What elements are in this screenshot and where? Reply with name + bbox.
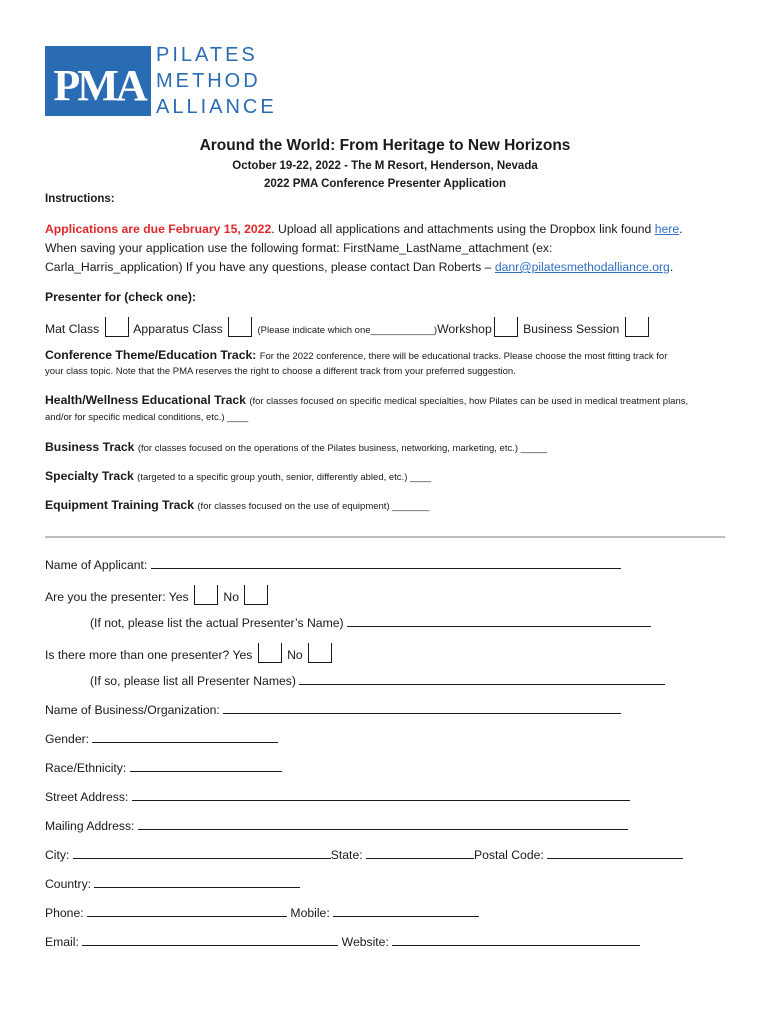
multiple-presenters-row: Is there more than one presenter? Yes No <box>45 643 334 663</box>
equipment-track[interactable]: Equipment Training Track (for classes focused on the use of equipment) _______ <box>45 498 430 512</box>
theme-line-2: your class topic. Note that the PMA reserves the right to choose a different track from your preferred suggestion. <box>45 366 516 377</box>
multiple-presenters-yes-checkbox[interactable] <box>258 643 282 663</box>
specialty-track[interactable]: Specialty Track (targeted to a specific group youth, senior, differently abled, etc.) ____ <box>45 469 432 483</box>
gender-field[interactable] <box>92 730 278 743</box>
applicant-name-row: Name of Applicant: <box>45 556 621 572</box>
street-address-field[interactable] <box>132 788 630 801</box>
health-track-line-2[interactable]: and/or for specific medical conditions, etc.) ____ <box>45 412 249 423</box>
postal-code-field[interactable] <box>547 846 683 859</box>
workshop-checkbox[interactable] <box>494 317 518 337</box>
pma-logo-text: PMA <box>53 61 145 110</box>
apparatus-class-checkbox[interactable] <box>228 317 252 337</box>
logo-line-method: METHOD <box>156 70 261 92</box>
phone-row: Phone: Mobile: <box>45 904 479 920</box>
mailing-address-field[interactable] <box>138 817 628 830</box>
page-title: Around the World: From Heritage to New Horizons <box>199 137 571 154</box>
business-track[interactable]: Business Track (for classes focused on the operations of the Pilates business, networking, marketing, etc.) _____ <box>45 440 548 454</box>
is-presenter-yes-checkbox[interactable] <box>194 585 218 605</box>
instructions-line-2: When saving your application use the following format: FirstName_LastName_attachment (ex: <box>45 241 553 255</box>
actual-presenter-name-field[interactable] <box>347 614 651 627</box>
logo-line-alliance: ALLIANCE <box>156 96 277 118</box>
mobile-field[interactable] <box>333 904 479 917</box>
dropbox-link[interactable]: here <box>654 222 680 236</box>
race-ethnicity-field[interactable] <box>130 759 282 772</box>
event-dates: October 19-22, 2022 - The M Resort, Henderson, Nevada <box>232 160 538 172</box>
is-presenter-row: Are you the presenter: Yes No <box>45 585 270 605</box>
health-track-label: Health/Wellness Educational Track <box>45 393 246 407</box>
email-field[interactable] <box>82 933 338 946</box>
race-row: Race/Ethnicity: <box>45 759 282 775</box>
is-presenter-no-checkbox[interactable] <box>244 585 268 605</box>
multiple-presenters-no-checkbox[interactable] <box>308 643 332 663</box>
country-row: Country: <box>45 875 300 891</box>
theme-line-1: Conference Theme/Education Track: For the 2022 conference, there will be educational tracks. Please choose the most fitting track for <box>45 348 668 362</box>
page-subtitle: 2022 PMA Conference Presenter Application <box>264 178 506 190</box>
gender-row: Gender: <box>45 730 278 746</box>
instructions-line-3: Carla_Harris_application) If you have any questions, please contact Dan Roberts – danr@pilatesmethodalliance.org. <box>45 260 674 274</box>
presenter-for-label: Presenter for (check one): <box>45 290 197 304</box>
health-track-line-1: Health/Wellness Educational Track (for classes focused on specific medical specialties, how Pilates can be used in medical treatment plans, <box>45 393 689 407</box>
applicant-name-field[interactable] <box>151 556 621 569</box>
mailing-address-row: Mailing Address: <box>45 817 628 833</box>
country-field[interactable] <box>94 875 300 888</box>
all-presenters-row: (If so, please list all Presenter Names) <box>90 672 665 688</box>
instructions-line-1: Applications are due February 15, 2022. Upload all applications and attachments using the Dropbox link found here. <box>45 222 683 236</box>
email-website-row: Email: Website: <box>45 933 640 949</box>
section-divider <box>45 536 725 538</box>
due-date-text: Applications are due February 15, 2022 <box>45 222 272 236</box>
contact-email-link[interactable]: danr@pilatesmethodalliance.org <box>494 260 670 274</box>
phone-field[interactable] <box>87 904 287 917</box>
all-presenter-names-field[interactable] <box>299 672 665 685</box>
state-field[interactable] <box>366 846 474 859</box>
city-field[interactable] <box>73 846 331 859</box>
city-state-postal-row: City: State: Postal Code: <box>45 846 683 862</box>
actual-presenter-row: (If not, please list the actual Presenter’s Name) <box>90 614 651 630</box>
business-org-field[interactable] <box>223 701 621 714</box>
street-address-row: Street Address: <box>45 788 630 804</box>
instructions-label: Instructions: <box>45 193 115 205</box>
logo-line-pilates: PILATES <box>156 44 258 66</box>
website-field[interactable] <box>392 933 640 946</box>
theme-label: Conference Theme/Education Track: <box>45 348 257 362</box>
mat-class-checkbox[interactable] <box>105 317 129 337</box>
presenter-for-options: Mat Class Apparatus Class (Please indicate which one____________)Workshop Business Session <box>45 317 651 337</box>
business-org-row: Name of Business/Organization: <box>45 701 621 717</box>
business-session-checkbox[interactable] <box>625 317 649 337</box>
